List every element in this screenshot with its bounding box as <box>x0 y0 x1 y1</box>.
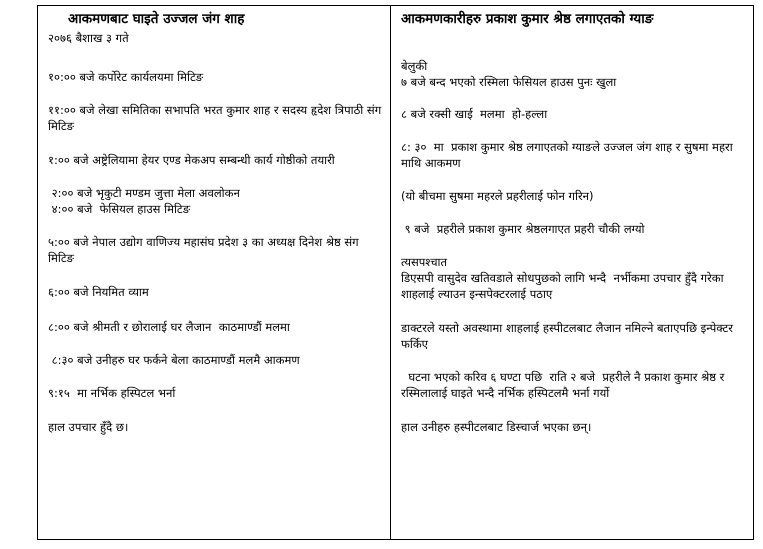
left-entry-10: हाल उपचार हुँदै छ। <box>48 420 129 434</box>
left-entry-9: ९:१५ मा नर्भिक हस्पिटल भर्ना <box>48 386 176 400</box>
right-entry-8: घटना भएको करिव ६ घण्टा पछि राति २ बजे प्रहरीले नै प्रकाश कुमार श्रेष्ठ र रस्मिलालाई घाइते भन्दै नर्भिक हस्पिटलमै भर्ना गर्यो <box>401 370 729 400</box>
left-entry-6: ६:०० बजे नियमित व्याम <box>48 285 149 299</box>
document-table <box>37 5 754 540</box>
right-entry-1: बेलुकी ७ बजे बन्द भएको रस्मिला फेसियल हाउस पुनः खुला <box>401 59 617 89</box>
left-entry-3: १:०० बजे अष्ट्रेलियामा हेयर एण्ड मेकअप सम्बन्धी कार्य गोष्ठीको तयारी <box>48 153 335 167</box>
right-entry-4: (यो बीचमा सुषमा महरले प्रहरीलाई फोन गरिन) <box>401 189 594 203</box>
right-entry-7: डाक्टरले यस्तो अवस्थामा शाहलाई हस्पीटलबाट लैजान नमिल्ने बताएपछि इन्पेक्टर फर्किए <box>401 321 737 351</box>
right-entry-9: हाल उनीहरु हस्पीटलबाट डिस्चार्ज भएका छन्। <box>401 420 592 434</box>
left-entry-1: १०:०० बजे कर्पोरेट कार्यलयमा मिटिङ <box>48 70 204 84</box>
left-entry-7: ८:०० बजे श्रीमती र छोरालाई घर लैजान काठमाण्डौं मलमा <box>48 320 290 334</box>
right-entry-3: ८: ३० मा प्रकाश कुमार श्रेष्ठ लगाएतको ग्याङले उज्जल जंग शाह र सुषमा महरा माथि आकमण <box>401 140 737 170</box>
left-column-date: २०७६ बैशाख ३ गते <box>48 31 129 45</box>
left-entry-4: २:०० बजे भृकुटी मण्डम जुत्ता मेला अवलोकन ४:०० बजे फेसियल हाउस मिटिङ <box>51 186 240 216</box>
right-entry-5: ९ बजे प्रहरीले प्रकाश कुमार श्रेष्ठलगाएत प्रहरी चौकी लग्यो <box>401 222 645 236</box>
right-column <box>391 6 753 539</box>
right-column-heading: आकमणकारीहरु प्रकाश कुमार श्रेष्ठ लगाएतको ग्याङ <box>401 11 654 27</box>
left-column <box>38 6 391 539</box>
left-entry-5: ५:०० बजे नेपाल उद्योग वाणिज्य महासंघ प्रदेश ३ का अध्यक्ष दिनेश श्रेष्ठ संग मिटिङ <box>48 235 363 265</box>
left-entry-2: ११:०० बजे लेखा समितिका सभापति भरत कुमार शाह र सदस्य हृदेश त्रिपाठी संग मिटिङ <box>48 103 385 133</box>
right-entry-2: ८ बजे रक्सी खाई मलमा हो-हल्ला <box>401 107 548 121</box>
left-entry-8: ८:३० बजे उनीहरु घर फर्कने बेला काठमाण्डौं मलमै आकमण <box>48 353 300 367</box>
left-column-heading: आकमणबाट घाइते उज्जल जंग शाह <box>68 11 245 27</box>
right-entry-6: त्यसपश्चात डिएसपी वासुदेव खतिवडाले सोधपुछको लागि भन्दै नर्भीकमा उपचार हुँदै गरेका शाहलाई ल्याउन इन्सपेक्टरलाई पठाए <box>401 255 724 301</box>
